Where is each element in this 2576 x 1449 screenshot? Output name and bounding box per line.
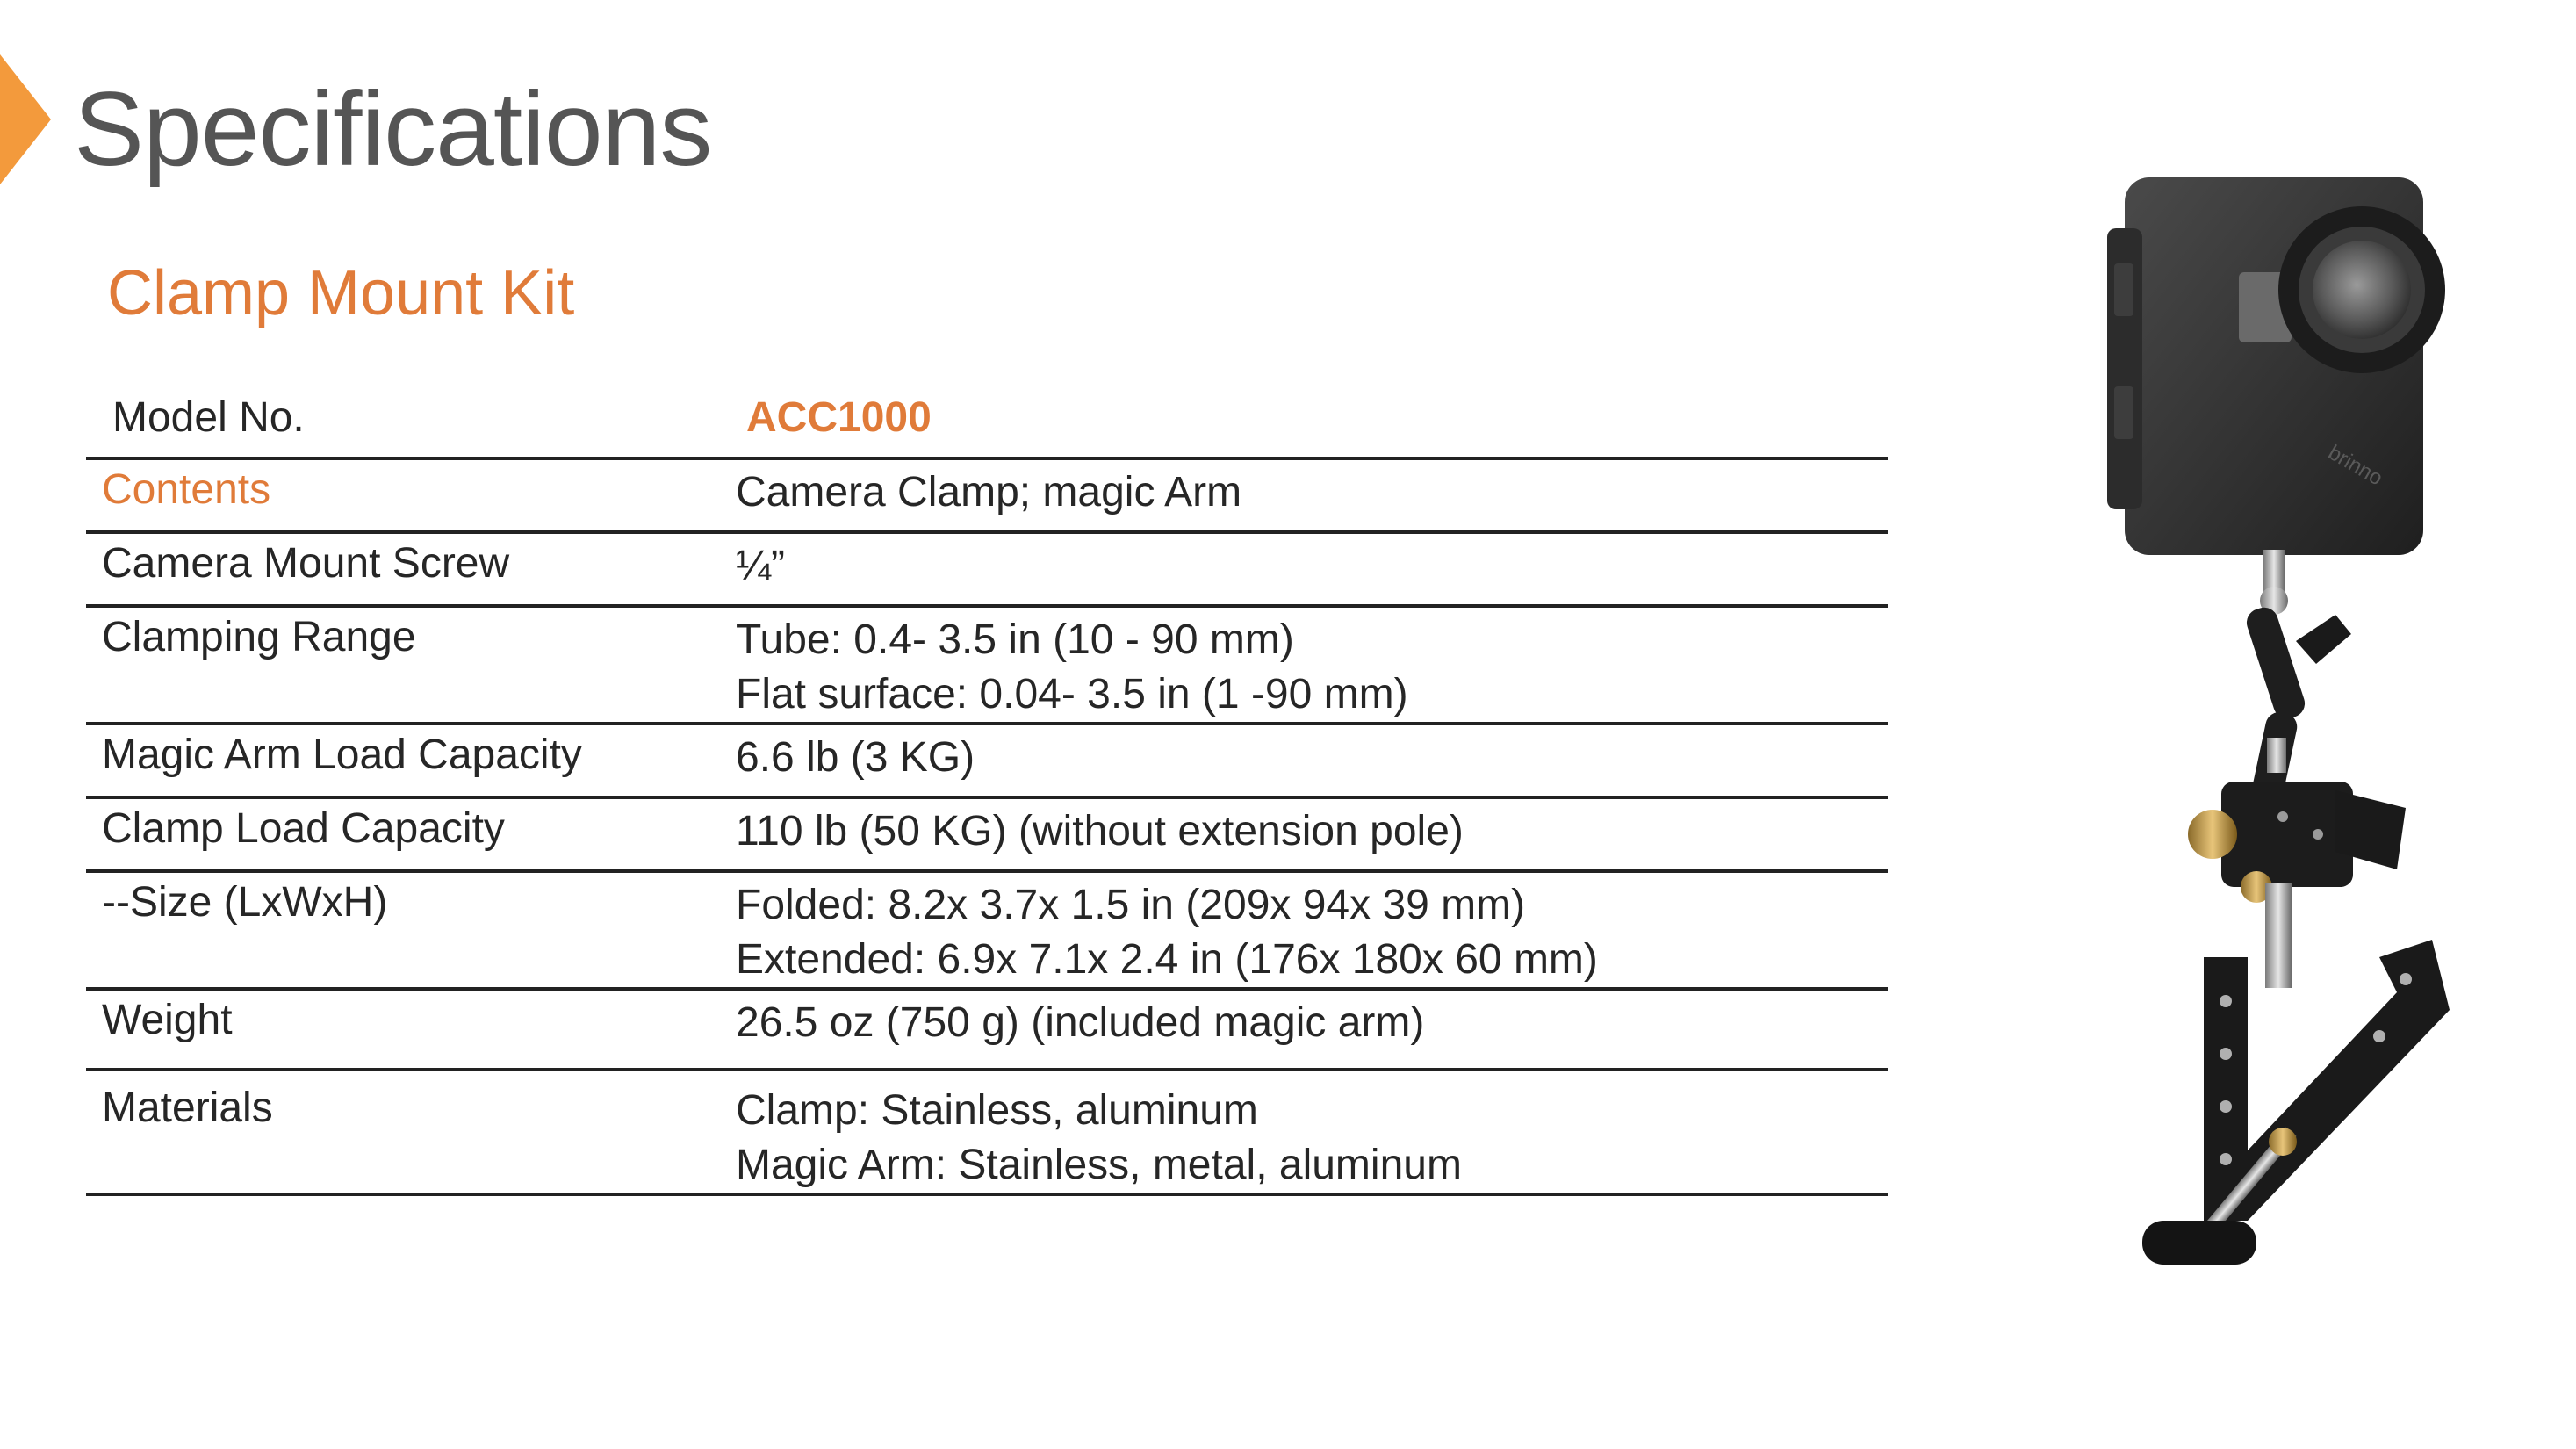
spec-value: Clamp: Stainless, aluminum xyxy=(736,1087,1258,1134)
product-camera-clamp-image xyxy=(2107,167,2476,1282)
spec-value: Camera Clamp; magic Arm xyxy=(736,469,1242,515)
spec-label: Camera Mount Screw xyxy=(102,540,510,587)
spec-label: Model No. xyxy=(112,394,305,441)
model-number: ACC1000 xyxy=(746,394,932,441)
spec-row-weight xyxy=(86,989,1888,1070)
camera-body xyxy=(2107,177,2445,555)
spec-value: 26.5 oz (750 g) (included magic arm) xyxy=(736,999,1425,1046)
page-title: Specifications xyxy=(74,70,712,188)
spec-value: ¼” xyxy=(736,543,786,589)
spec-row-clamping-range xyxy=(86,606,1888,724)
spec-value: Folded: 8.2x 3.7x 1.5 in (209x 94x 39 mm) xyxy=(736,882,1526,928)
spec-row-materials xyxy=(86,1070,1888,1194)
spec-row-contents xyxy=(86,458,1888,532)
product-subtitle: Clamp Mount Kit xyxy=(107,258,575,328)
clamp-head xyxy=(2188,782,2406,988)
spec-value: Extended: 6.9x 7.1x 2.4 in (176x 180x 60 mm) xyxy=(736,936,1598,983)
spec-label: --Size (LxWxH) xyxy=(102,879,388,926)
spec-row-size xyxy=(86,871,1888,989)
spec-row-model xyxy=(86,386,1888,458)
spec-label: Contents xyxy=(102,466,271,513)
spec-label: Materials xyxy=(102,1085,273,1131)
spec-label: Weight xyxy=(102,997,233,1043)
spec-value: Magic Arm: Stainless, metal, aluminum xyxy=(736,1142,1462,1188)
spec-value: Tube: 0.4- 3.5 in (10 - 90 mm) xyxy=(736,616,1294,663)
spec-row-arm-load xyxy=(86,724,1888,797)
spec-value: 110 lb (50 KG) (without extension pole) xyxy=(736,808,1464,854)
spec-label: Clamp Load Capacity xyxy=(102,805,505,852)
spec-label: Magic Arm Load Capacity xyxy=(102,732,582,778)
spec-value: 6.6 lb (3 KG) xyxy=(736,734,975,781)
spec-row-mount-screw xyxy=(86,532,1888,606)
spec-table xyxy=(86,386,1888,1196)
c-clamp xyxy=(2142,940,2450,1265)
section-accent-marker xyxy=(0,54,51,184)
spec-label: Clamping Range xyxy=(102,614,416,660)
spec-value: Flat surface: 0.04- 3.5 in (1 -90 mm) xyxy=(736,671,1408,717)
spec-row-clamp-load xyxy=(86,797,1888,871)
brand-logo-text: brinno xyxy=(2324,440,2387,491)
